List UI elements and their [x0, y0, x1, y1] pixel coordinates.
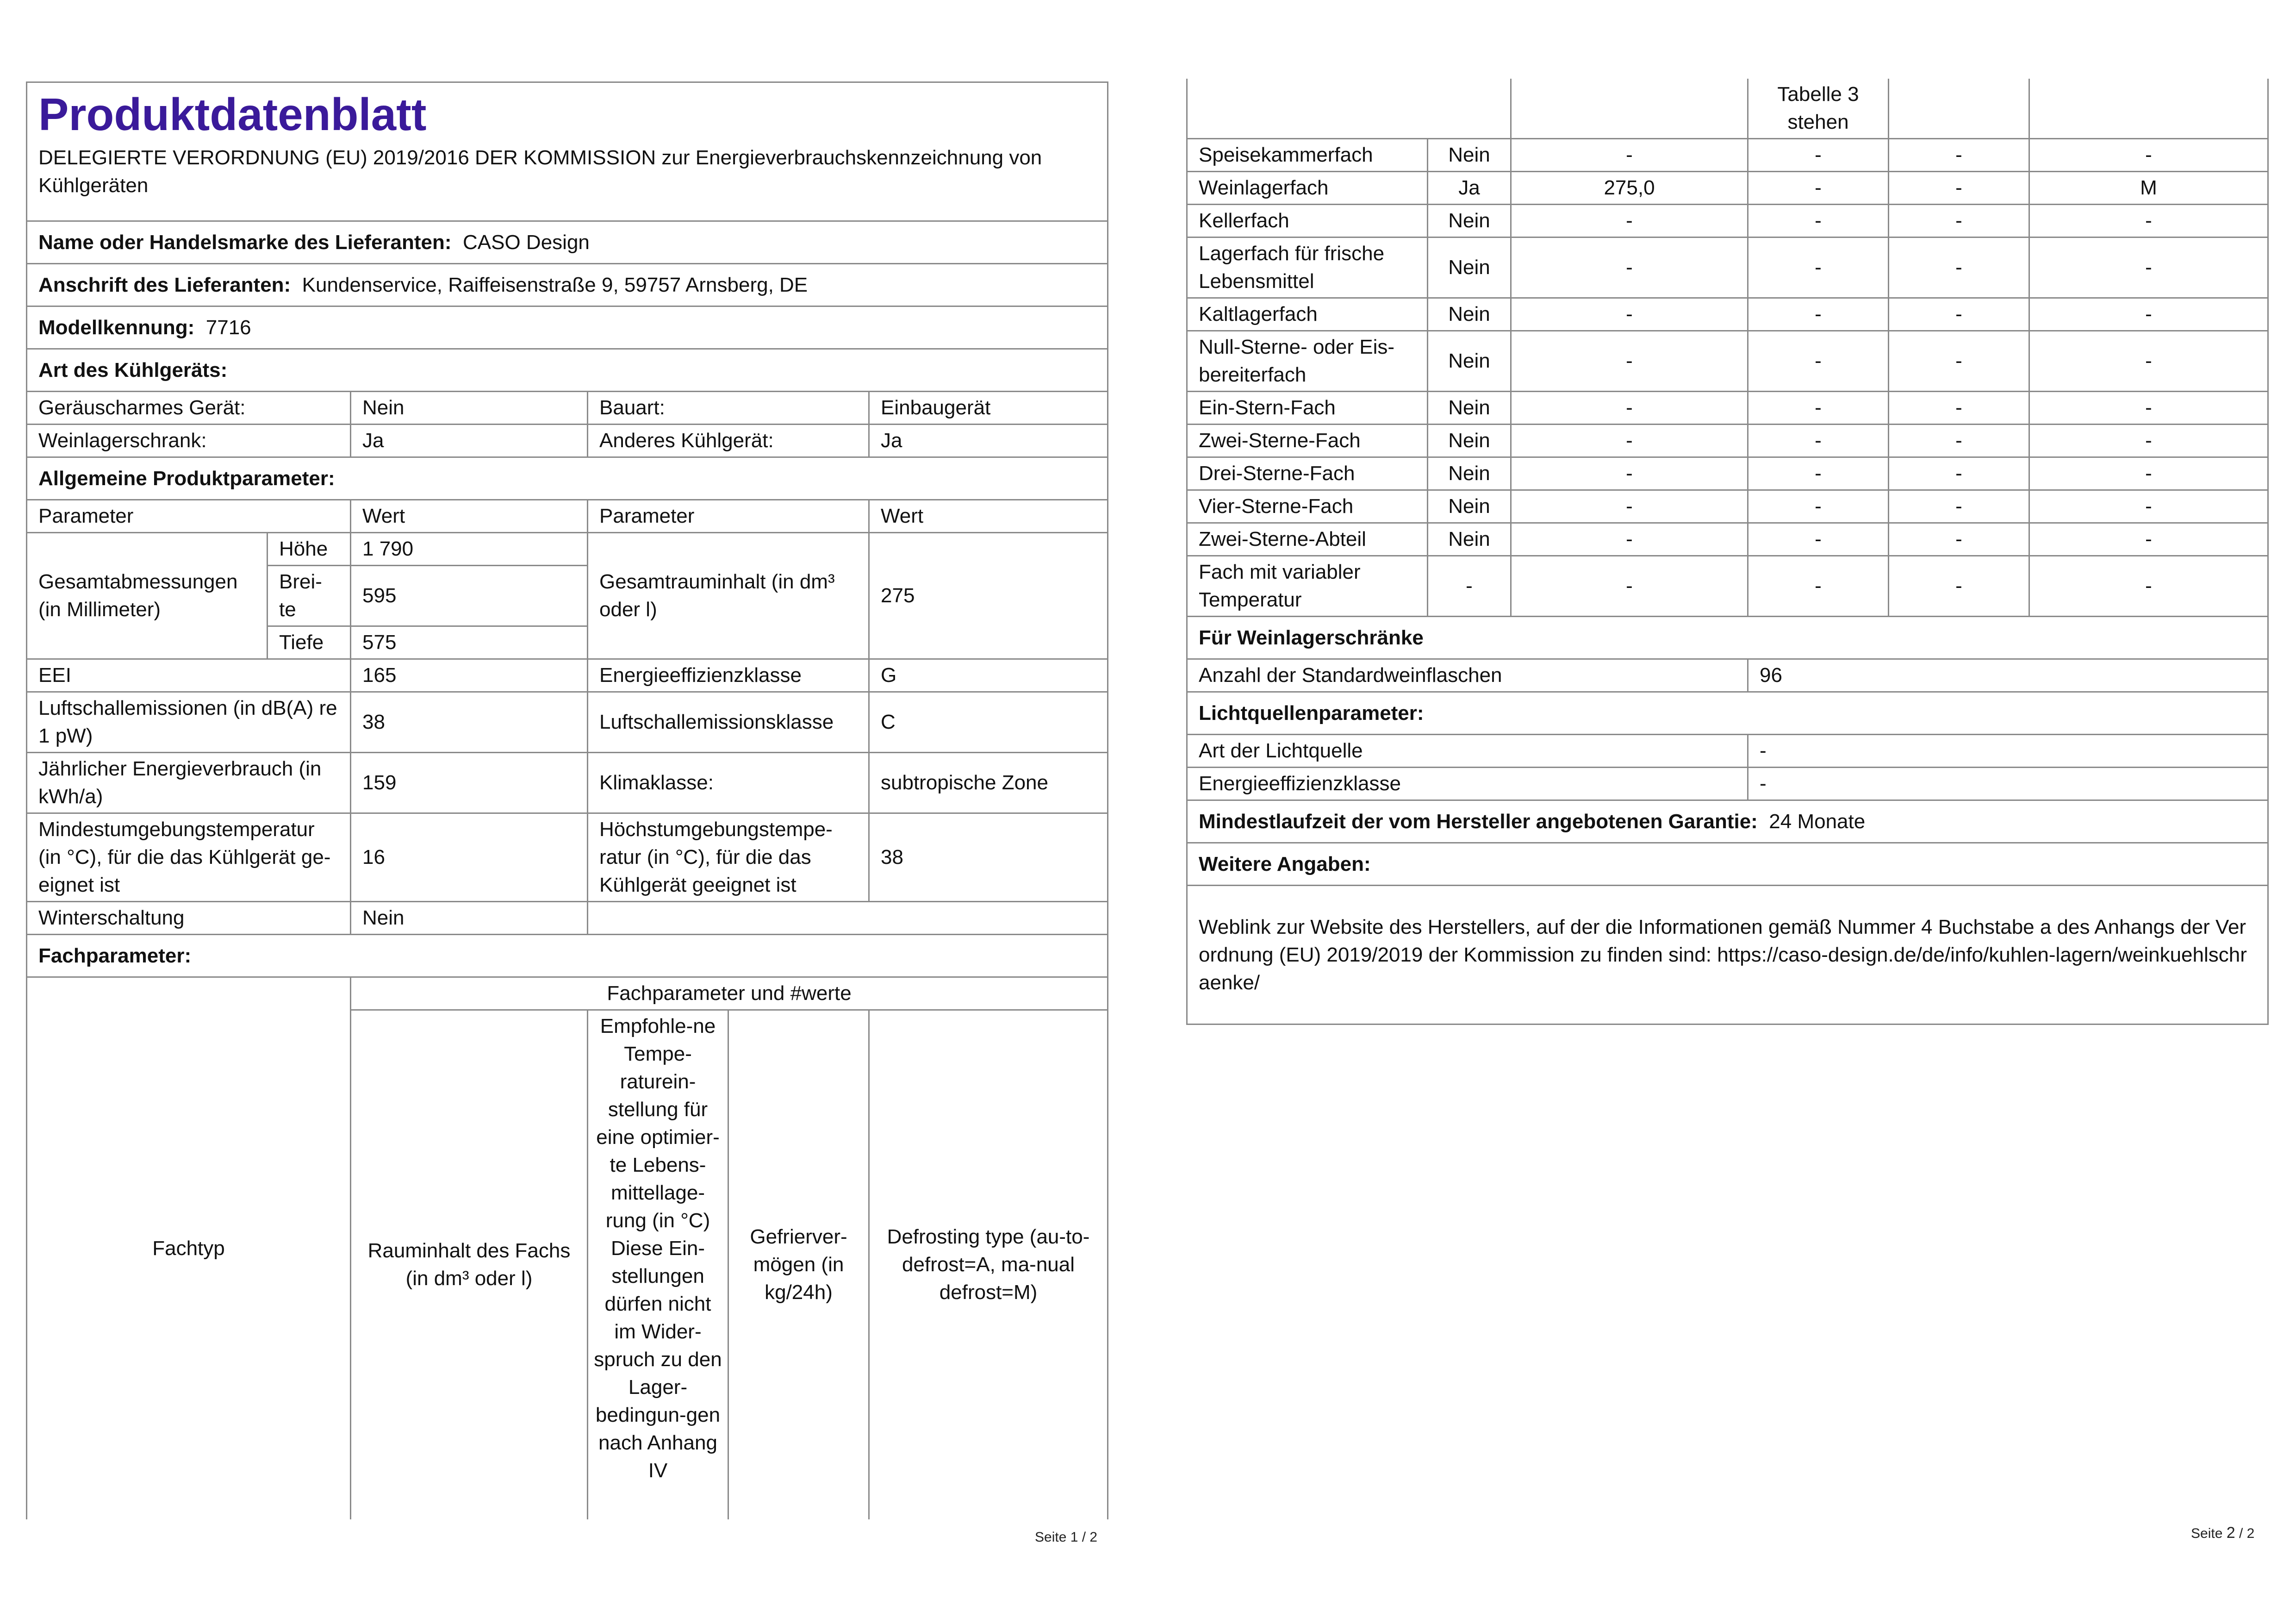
standard-bottles-label: Anzahl der Standardweinflaschen [1187, 659, 1748, 692]
param-row [27, 659, 1108, 692]
continuation-row [1187, 79, 2268, 139]
compartment-present: Nein [1428, 392, 1511, 425]
compartment-temperature: - [1748, 139, 1889, 172]
compartment-present: - [1428, 556, 1511, 617]
wine-cabinet-heading: Für Weinlagerschränke [1187, 617, 2268, 659]
address-row [27, 264, 1108, 306]
manufacturer-weblink-text-row [1187, 886, 2268, 1024]
param-value: 159 [351, 753, 588, 813]
dimension-value: 595 [351, 566, 588, 626]
header-cell [27, 82, 1108, 221]
light-source-heading: Lichtquellenparameter: [1187, 692, 2268, 735]
compartment-freezing-capacity: - [1889, 237, 2029, 298]
compartment-name: Null-Sterne- oder Eis-bereiterfach [1187, 331, 1428, 392]
compartment-freezing-capacity: - [1889, 205, 2029, 237]
compartment-volume: - [1511, 331, 1748, 392]
compartment-defrost-type: - [2029, 298, 2268, 331]
compartment-row [1187, 523, 2268, 556]
product-datasheet-continued-table [1186, 79, 2269, 1025]
compartment-temperature: - [1748, 523, 1889, 556]
compartment-row [1187, 457, 2268, 490]
supplier-value: CASO Design [463, 231, 590, 254]
compartment-defrost-type: - [2029, 139, 2268, 172]
compartment-row [1187, 172, 2268, 205]
compartment-params-heading: Fachparameter: [27, 935, 1108, 977]
type-label: Geräuscharmes Gerät: [27, 392, 351, 425]
compartment-present: Nein [1428, 205, 1511, 237]
address-label: Anschrift des Lieferanten: [38, 273, 291, 296]
compartment-defrost-type: - [2029, 205, 2268, 237]
compartment-defrost-type: - [2029, 556, 2268, 617]
dimension-row [27, 533, 1108, 566]
model-label: Modellkennung: [38, 316, 195, 339]
compartment-freezing-capacity: - [1889, 172, 2029, 205]
compartment-volume: - [1511, 298, 1748, 331]
compartment-defrost-type: - [2029, 523, 2268, 556]
light-source-type-value: - [1748, 735, 2268, 768]
compartment-present: Nein [1428, 331, 1511, 392]
type-value: Nein [351, 392, 588, 425]
light-source-energy-class-row [1187, 768, 2268, 800]
model-row [27, 306, 1108, 349]
compartment-name: Fach mit variabler Temperatur [1187, 556, 1428, 617]
type-value: Ja [351, 425, 588, 457]
compartment-freezing-capacity: - [1889, 490, 2029, 523]
compartment-volume: - [1511, 490, 1748, 523]
appliance-type-heading: Art des Kühlgeräts: [27, 349, 1108, 392]
temperature-header: Empfohle-ne Tempe-raturein-stellung für eine optimier-te Lebens-mittellage-rung (in °C) Diese Ein-stellungen dürfen nicht im Wider-spruch zu den Lager-bedingun-gen nach Anhang IV [588, 1010, 728, 1519]
compartment-row [1187, 490, 2268, 523]
warranty-value: 24 Monate [1769, 810, 1866, 833]
winter-value: Nein [351, 902, 588, 935]
empty-cell [1511, 79, 1748, 139]
compartment-row [1187, 425, 2268, 457]
compartment-freezing-capacity: - [1889, 139, 2029, 172]
compartment-temperature: - [1748, 490, 1889, 523]
warranty-cell [1187, 800, 2268, 843]
compartment-temperature: - [1748, 237, 1889, 298]
compartment-defrost-type: - [2029, 392, 2268, 425]
standard-bottles-row [1187, 659, 2268, 692]
compartment-volume: - [1511, 556, 1748, 617]
empty-cell [588, 902, 1108, 935]
compartment-freezing-capacity: - [1889, 523, 2029, 556]
continuation-note: Tabelle 3 stehen [1748, 79, 1889, 139]
page-number-2: Seite 2 / 2 [2191, 1524, 2255, 1542]
product-datasheet-table [26, 81, 1108, 1519]
compartment-present: Nein [1428, 425, 1511, 457]
param-label: Luftschallemissionen (in dB(A) re 1 pW) [27, 692, 351, 753]
fach-header-row [27, 977, 1108, 1010]
compartment-row [1187, 298, 2268, 331]
supplier-label: Name oder Handelsmarke des Lieferanten: [38, 231, 452, 254]
param-value: G [869, 659, 1108, 692]
compartment-temperature: - [1748, 298, 1889, 331]
winter-row [27, 902, 1108, 935]
compartment-temperature: - [1748, 556, 1889, 617]
param-label: Jährlicher Energieverbrauch (in kWh/a) [27, 753, 351, 813]
freezing-capacity-header: Gefrierver-mögen (in kg/24h) [728, 1010, 869, 1519]
compartment-present: Ja [1428, 172, 1511, 205]
column-header: Parameter [27, 500, 351, 533]
compartment-name: Lagerfach für frische Lebensmittel [1187, 237, 1428, 298]
light-source-energy-class-label: Energieeffizienzklasse [1187, 768, 1748, 800]
compartment-temperature: - [1748, 331, 1889, 392]
compartment-freezing-capacity: - [1889, 457, 2029, 490]
standard-bottles-value: 96 [1748, 659, 2268, 692]
compartment-present: Nein [1428, 523, 1511, 556]
compartment-present: Nein [1428, 139, 1511, 172]
type-label: Bauart: [588, 392, 869, 425]
compartment-present: Nein [1428, 457, 1511, 490]
compartment-row [1187, 392, 2268, 425]
param-row [27, 753, 1108, 813]
compartment-freezing-capacity: - [1889, 298, 2029, 331]
total-volume-label: Gesamtrauminhalt (in dm³ oder l) [588, 533, 869, 659]
dimension-label: Tiefe [268, 626, 351, 659]
compartment-freezing-capacity: - [1889, 556, 2029, 617]
address-value: Kundenservice, Raiffeisenstraße 9, 59757 Arnsberg, DE [302, 273, 808, 296]
param-label: Höchstumgebungstempe-ratur (in °C), für die das Kühlgerät geeignet ist [588, 813, 869, 902]
param-value: 38 [351, 692, 588, 753]
defrost-type-header: Defrosting type (au-to-defrost=A, ma-nual defrost=M) [869, 1010, 1108, 1519]
compartment-present: Nein [1428, 298, 1511, 331]
compartment-defrost-type: - [2029, 237, 2268, 298]
compartment-volume: - [1511, 205, 1748, 237]
compartment-defrost-type: - [2029, 425, 2268, 457]
compartment-temperature: - [1748, 457, 1889, 490]
compartment-defrost-type: - [2029, 490, 2268, 523]
compartment-temperature: - [1748, 172, 1889, 205]
light-source-heading-row [1187, 692, 2268, 735]
compartment-freezing-capacity: - [1889, 331, 2029, 392]
general-params-heading: Allgemeine Produktparameter: [27, 457, 1108, 500]
page-title: Produktdatenblatt [38, 89, 427, 140]
param-label: Mindestumgebungstemperatur (in °C), für die das Kühlgerät ge-eignet ist [27, 813, 351, 902]
light-source-type-label: Art der Lichtquelle [1187, 735, 1748, 768]
column-header: Wert [351, 500, 588, 533]
dimensions-label: Gesamtabmessungen (in Millimeter) [27, 533, 268, 659]
compartment-row [1187, 205, 2268, 237]
param-label: Luftschallemissionsklasse [588, 692, 869, 753]
compartment-name: Vier-Sterne-Fach [1187, 490, 1428, 523]
compartment-present: Nein [1428, 490, 1511, 523]
compartment-name: Weinlagerfach [1187, 172, 1428, 205]
compartment-freezing-capacity: - [1889, 392, 2029, 425]
param-label: EEI [27, 659, 351, 692]
compartment-name: Speisekammerfach [1187, 139, 1428, 172]
regulation-subtitle: DELEGIERTE VERORDNUNG (EU) 2019/2016 DER KOMMISSION zur Energieverbrauchskennzeichnung von Kühlgeräten [38, 146, 1042, 197]
compartment-name: Ein-Stern-Fach [1187, 392, 1428, 425]
compartment-defrost-type: - [2029, 457, 2268, 490]
compartment-name: Zwei-Sterne-Fach [1187, 425, 1428, 457]
page-number-1: Seite 1 / 2 [1035, 1530, 1098, 1545]
warranty-row [1187, 800, 2268, 843]
param-row [27, 692, 1108, 753]
compartment-row [1187, 237, 2268, 298]
dimension-value: 575 [351, 626, 588, 659]
light-source-energy-class-value: - [1748, 768, 2268, 800]
winter-label: Winterschaltung [27, 902, 351, 935]
column-header: Wert [869, 500, 1108, 533]
compartment-volume: - [1511, 457, 1748, 490]
compartment-volume: - [1511, 425, 1748, 457]
further-info-heading: Weitere Angaben: [1187, 843, 2268, 886]
wine-cabinet-heading-row [1187, 617, 2268, 659]
model-value: 7716 [205, 316, 251, 339]
compartment-defrost-type: - [2029, 331, 2268, 392]
compartment-freezing-capacity: - [1889, 425, 2029, 457]
type-row [27, 392, 1108, 425]
column-header: Parameter [588, 500, 869, 533]
empty-cell [2029, 79, 2268, 139]
compartment-volume: - [1511, 139, 1748, 172]
dimension-label: Höhe [268, 533, 351, 566]
light-source-type-row [1187, 735, 2268, 768]
param-label: Energieeffizienzklasse [588, 659, 869, 692]
param-value: 16 [351, 813, 588, 902]
supplier-row [27, 221, 1108, 264]
param-label: Klimaklasse: [588, 753, 869, 813]
compartment-volume: 275,0 [1511, 172, 1748, 205]
compartment-name: Drei-Sterne-Fach [1187, 457, 1428, 490]
param-value: 38 [869, 813, 1108, 902]
param-value: C [869, 692, 1108, 753]
compartment-temperature: - [1748, 425, 1889, 457]
compartment-temperature: - [1748, 392, 1889, 425]
compartment-row [1187, 331, 2268, 392]
compartment-name: Kellerfach [1187, 205, 1428, 237]
type-value: Ja [869, 425, 1108, 457]
compartment-row [1187, 139, 2268, 172]
compartment-temperature: - [1748, 205, 1889, 237]
fach-group-header: Fachparameter und #werte [351, 977, 1108, 1010]
compartment-name: Kaltlagerfach [1187, 298, 1428, 331]
compartment-volume: - [1511, 392, 1748, 425]
dimension-value: 1 790 [351, 533, 588, 566]
param-value: 165 [351, 659, 588, 692]
param-value: subtropische Zone [869, 753, 1108, 813]
warranty-label: Mindestlaufzeit der vom Hersteller angebotenen Garantie: [1199, 810, 1758, 833]
param-row [27, 813, 1108, 902]
compartment-volume: - [1511, 237, 1748, 298]
manufacturer-weblink-text: Weblink zur Website des Herstellers, auf der die Informationen gemäß Nummer 4 Buchstabe a des Anhangs der Verordnung (EU) 2019/2019 der Kommission zu finden sind: https://caso-design.de/de/info/kuhlen-lagern/weinkuehlschraenke/ [1187, 886, 2268, 1024]
total-volume-value: 275 [869, 533, 1108, 659]
type-value: Einbaugerät [869, 392, 1108, 425]
type-label: Anderes Kühlgerät: [588, 425, 869, 457]
compartment-name: Zwei-Sterne-Abteil [1187, 523, 1428, 556]
param-header-row [27, 500, 1108, 533]
fachtyp-header: Fachtyp [27, 977, 351, 1519]
empty-cell [1187, 79, 1511, 139]
further-info-heading-row [1187, 843, 2268, 886]
compartment-defrost-type: M [2029, 172, 2268, 205]
compartment-volume: - [1511, 523, 1748, 556]
compartment-row [1187, 556, 2268, 617]
type-label: Weinlagerschrank: [27, 425, 351, 457]
volume-header: Rauminhalt des Fachs (in dm³ oder l) [351, 1010, 588, 1519]
dimension-label: Brei-te [268, 566, 351, 626]
type-row [27, 425, 1108, 457]
empty-cell [1889, 79, 2029, 139]
compartment-present: Nein [1428, 237, 1511, 298]
